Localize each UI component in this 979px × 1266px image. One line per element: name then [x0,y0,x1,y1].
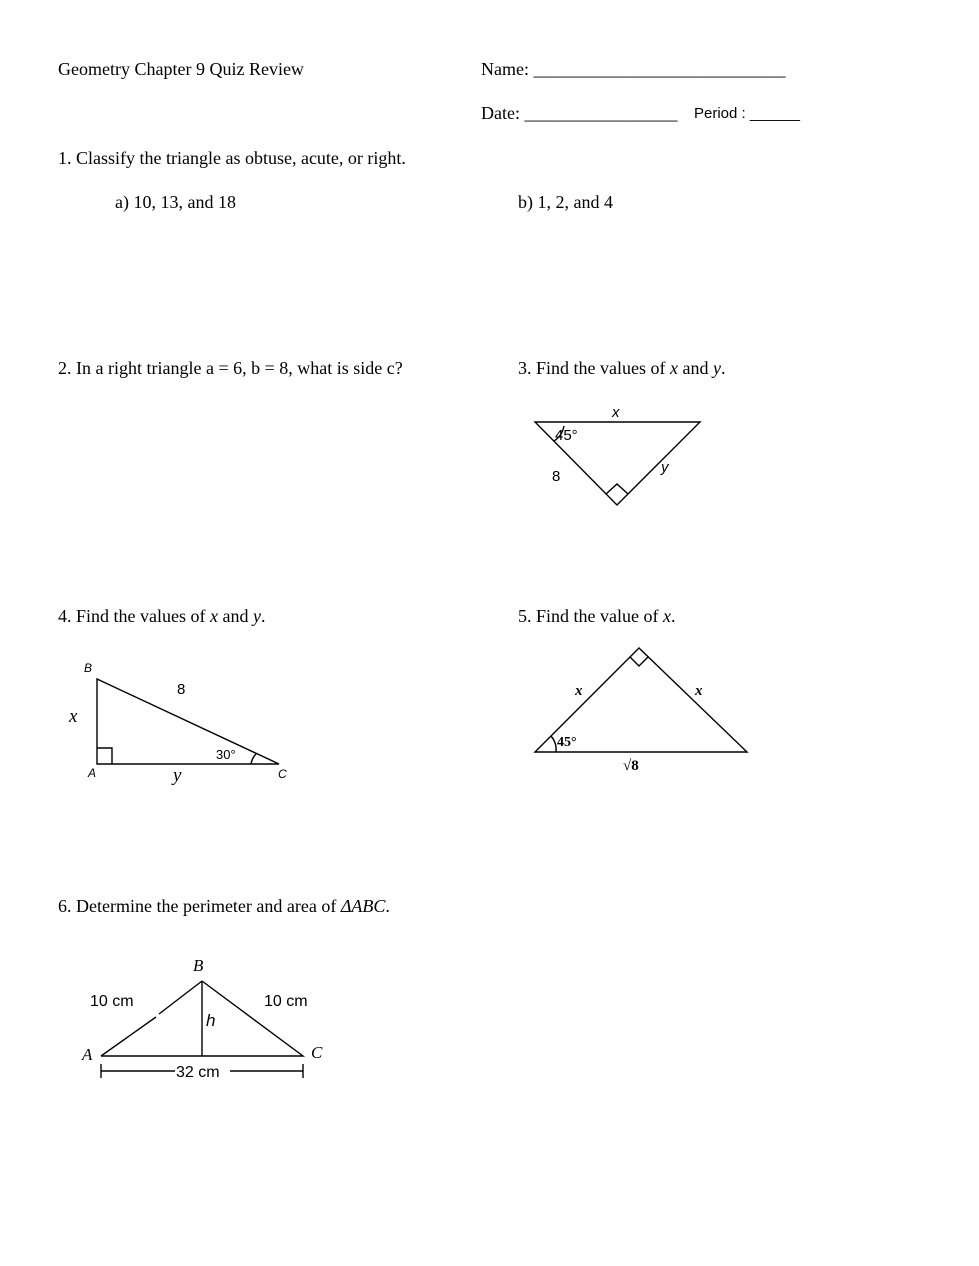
q4-side-x-label: x [69,706,78,727]
question-6-prompt: 6. Determine the perimeter and area of ΔABC. [58,896,390,916]
q6-base-label: 32 cm [176,1064,220,1081]
q6-vertex-C: C [311,1043,323,1062]
question-3-prompt: 3. Find the values of x and y. [518,358,726,378]
q4-right-angle-mark [97,748,112,764]
q4-vertex-C: C [278,767,287,781]
q6-height-label: h [206,1011,216,1030]
q6-left-side-label: 10 cm [90,993,134,1010]
question-2-prompt: 2. In a right triangle a = 6, b = 8, what is side c? [58,358,403,378]
q4-vertex-B: B [84,661,93,675]
q4-hypotenuse-label: 8 [177,681,186,698]
page-title: Geometry Chapter 9 Quiz Review [58,59,304,79]
q4-angle-arc [251,754,256,764]
q5-angle-arc [551,736,556,752]
question-6-triangle-figure [75,950,335,1085]
q5-right-label: x [695,683,703,699]
period-field-label: Period : ______ [694,105,800,122]
question-1-part-b: b) 1, 2, and 4 [518,192,613,212]
q6-vertex-A: A [82,1045,93,1064]
q6-vertex-B: B [193,956,204,975]
q3-angle-label: 45° [555,427,578,444]
q4-angle-label: 30° [216,747,236,762]
date-field-label: Date: _________________ [481,103,678,123]
question-3-triangle-figure [520,398,720,513]
q6-side-AB-upper [159,981,202,1014]
q4-vertex-A: A [88,766,97,780]
question-4-triangle-figure [60,655,300,790]
q5-angle-label: 45° [557,735,577,750]
q3-top-label: x [612,404,620,421]
question-4-prompt: 4. Find the values of x and y. [58,606,266,626]
name-field-label: Name: ____________________________ [481,59,786,79]
q3-side-left-label: 8 [552,468,561,485]
q5-base-label: √8 [623,758,639,774]
q4-triangle [97,679,279,764]
q4-side-y-label: y [173,765,182,786]
q3-right-label: y [661,459,669,476]
q6-right-side-label: 10 cm [264,993,308,1010]
q5-left-label: x [575,683,583,699]
q3-right-angle-mark [606,484,628,494]
q5-right-angle-mark [630,657,648,666]
question-1-prompt: 1. Classify the triangle as obtuse, acute, or right. [58,148,406,168]
question-5-triangle-figure [520,640,760,775]
question-1-part-a: a) 10, 13, and 18 [115,192,236,212]
question-5-prompt: 5. Find the value of x. [518,606,676,626]
q6-side-AB-lower [101,1017,156,1056]
